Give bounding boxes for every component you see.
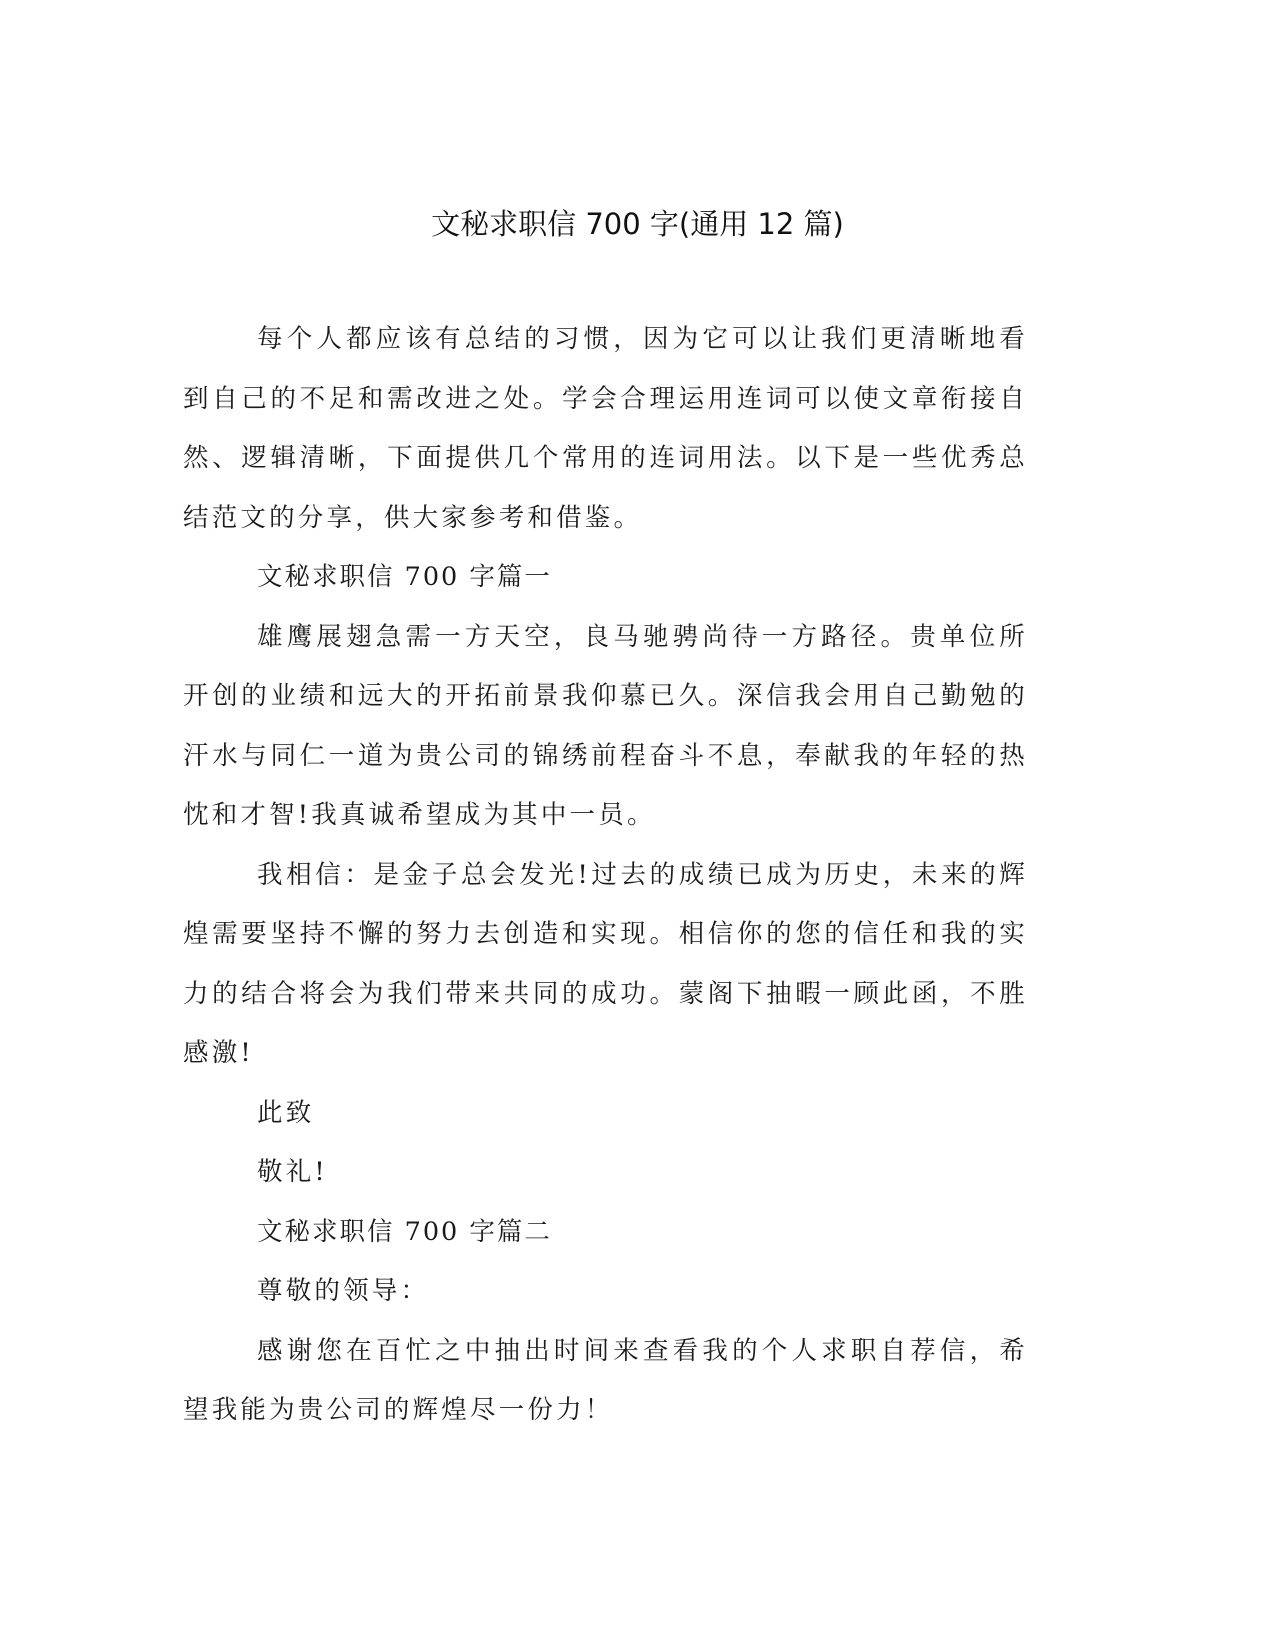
letter-1-closing: 此致 bbox=[257, 1097, 315, 1128]
document-title: 文秘求职信 700 字(通用 12 篇) bbox=[431, 207, 844, 241]
intro-paragraph: 每个人都应该有总结的习惯，因为它可以让我们更清晰地看到自己的不足和需改进之处。学会合理运用连词可以使文章衔接自然、逻辑清晰，下面提供几个常用的连词用法。以下是一些优秀总结范文的分享，供大家参考和借鉴。 bbox=[183, 324, 1028, 533]
letter-1-paragraph-1: 雄鹰展翅急需一方天空，良马驰骋尚待一方路径。贵单位所开创的业绩和远大的开拓前景我仰慕已久。深信我会用自己勤勉的汗水与同仁一道为贵公司的锦绣前程奋斗不息，奉献我的年轻的热忱和才智!我真诚希望成为其中一员。 bbox=[183, 621, 1028, 830]
letter-1-paragraph-2: 我相信：是金子总会发光!过去的成绩已成为历史，未来的辉煌需要坚持不懈的努力去创造和实现。相信你的您的信任和我的实力的结合将会为我们带来共同的成功。蒙阁下抽暇一顾此函，不胜感激! bbox=[183, 859, 1028, 1068]
section-heading-1: 文秘求职信 700 字篇一 bbox=[257, 562, 552, 592]
document-body bbox=[183, 310, 1028, 1441]
letter-2-paragraph-1: 感谢您在百忙之中抽出时间来查看我的个人求职自荐信，希望我能为贵公司的辉煌尽一份力！ bbox=[183, 1335, 1028, 1425]
section-heading-2: 文秘求职信 700 字篇二 bbox=[257, 1216, 552, 1247]
letter-2-salutation: 尊敬的领导： bbox=[257, 1276, 430, 1306]
letter-1-salute: 敬礼! bbox=[257, 1157, 328, 1187]
